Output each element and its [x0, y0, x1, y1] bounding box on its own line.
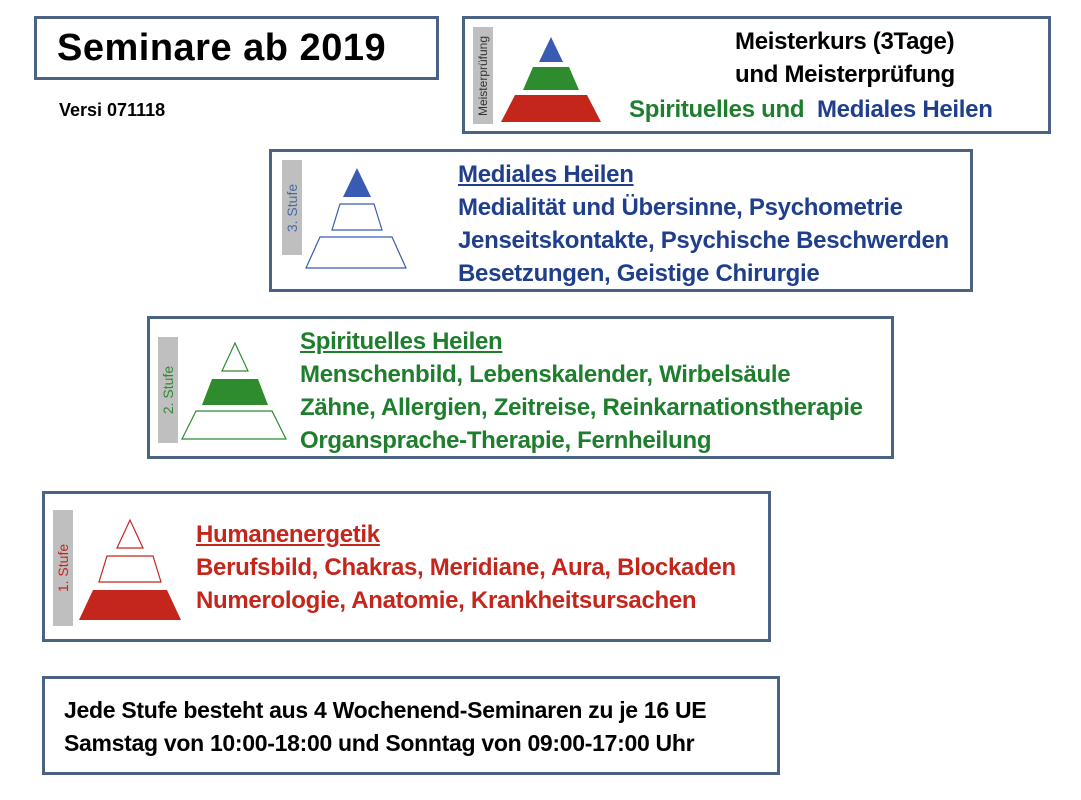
title-box: [34, 16, 439, 80]
pyramid-icon-stufe1: [77, 516, 183, 622]
stufe3-line: Jenseitskontakte, Psychische Beschwerden: [458, 227, 949, 254]
meister-line3: [629, 93, 993, 126]
stufe2-text: [300, 325, 863, 457]
stufe1-box: [42, 491, 771, 642]
stufe2-side-label: [158, 337, 178, 443]
stufe1-line: Berufsbild, Chakras, Meridiane, Aura, Blockaden: [196, 554, 736, 581]
stufe3-line: Besetzungen, Geistige Chirurgie: [458, 260, 820, 287]
stufe1-heading: Humanenergetik: [196, 521, 380, 548]
footer-text: [64, 694, 706, 760]
stufe1-text: [196, 518, 736, 617]
stufe3-line: Medialität und Übersinne, Psychometrie: [458, 194, 903, 221]
stufe3-heading: Mediales Heilen: [458, 161, 634, 188]
meister-side-label-text: Meisterprüfung: [476, 35, 490, 116]
stufe1-side-label: [53, 510, 73, 626]
meister-line3-green: Spirituelles und: [629, 96, 805, 123]
footer-line2: Samstag von 10:00-18:00 und Sonntag von 09:00-17:00 Uhr: [64, 730, 695, 756]
meister-side-label: [473, 27, 493, 124]
stufe2-line: Organsprache-Therapie, Fernheilung: [300, 427, 712, 454]
stufe2-heading: Spirituelles Heilen: [300, 328, 503, 355]
pyramid-icon-meister: [499, 33, 603, 125]
footer-line1: Jede Stufe besteht aus 4 Wochenend-Seminaren zu je 16 UE: [64, 697, 707, 723]
stufe1-side-label-text: 1. Stufe: [55, 543, 71, 593]
stufe3-box: [269, 149, 973, 292]
meister-line2: und Meisterprüfung: [735, 61, 955, 88]
stufe1-line: Numerologie, Anatomie, Krankheitsursachen: [196, 587, 697, 614]
stufe3-side-label: [282, 160, 302, 255]
meister-box: [462, 16, 1051, 134]
stufe2-line: Zähne, Allergien, Zeitreise, Reinkarnationstherapie: [300, 394, 863, 421]
page-title: Seminare ab 2019: [57, 27, 387, 69]
stufe3-side-label-text: 3. Stufe: [284, 183, 300, 232]
footer-box: [42, 676, 780, 775]
stufe2-box: [147, 316, 894, 459]
pyramid-icon-stufe2: [180, 339, 288, 441]
pyramid-icon-stufe3: [304, 164, 408, 270]
stufe2-side-label-text: 2. Stufe: [160, 365, 176, 415]
meister-line3-blue: Mediales Heilen: [816, 96, 993, 123]
meister-line1: Meisterkurs (3Tage): [735, 28, 955, 55]
stufe2-line: Menschenbild, Lebenskalender, Wirbelsäule: [300, 361, 791, 388]
version-label: Versi 071118: [59, 100, 166, 120]
stufe3-text: [458, 158, 949, 290]
